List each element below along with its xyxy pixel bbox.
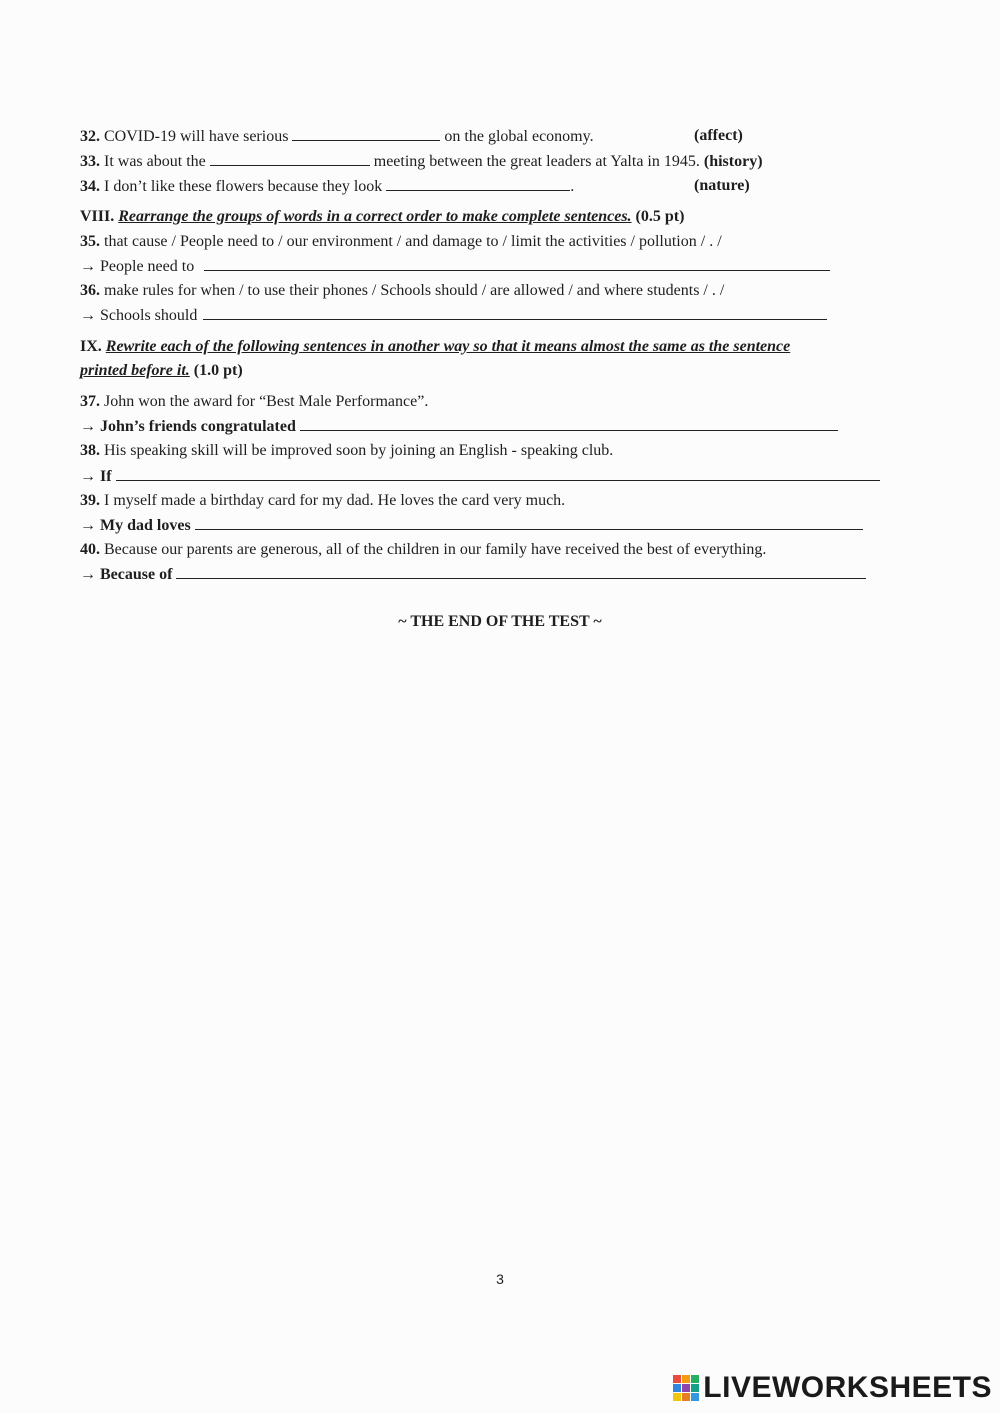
section-points: (1.0 pt) bbox=[193, 362, 243, 379]
question-39 bbox=[80, 491, 565, 511]
section-9-heading bbox=[80, 337, 790, 357]
answer-prefix: → People need to bbox=[80, 258, 195, 275]
logo-cell bbox=[682, 1384, 690, 1392]
logo-cell bbox=[691, 1375, 699, 1383]
question-32 bbox=[80, 126, 743, 147]
section-roman: VIII. bbox=[80, 208, 115, 225]
word-hint: (history) bbox=[703, 153, 763, 170]
answer-blank-37[interactable] bbox=[300, 416, 838, 431]
question-number: 34. bbox=[80, 178, 100, 195]
question-number: 37. bbox=[80, 393, 100, 410]
question-text: that cause / People need to / our environment / and damage to / limit the activities / pollution / . / bbox=[104, 233, 722, 250]
question-number: 32. bbox=[80, 128, 100, 145]
answer-blank-35[interactable] bbox=[204, 256, 830, 271]
question-text-before: I don’t like these flowers because they look bbox=[104, 178, 383, 195]
question-number: 35. bbox=[80, 233, 100, 250]
answer-line-35 bbox=[80, 256, 830, 277]
word-hint: (nature) bbox=[694, 177, 750, 194]
logo-cell bbox=[673, 1384, 681, 1392]
answer-line-40 bbox=[80, 564, 866, 585]
question-34 bbox=[80, 176, 750, 197]
question-number: 39. bbox=[80, 492, 100, 509]
question-number: 36. bbox=[80, 282, 100, 299]
section-title-line2: printed before it. bbox=[80, 362, 190, 379]
answer-blank-34[interactable] bbox=[386, 176, 570, 191]
question-37 bbox=[80, 392, 428, 412]
answer-prefix: → John’s friends congratulated bbox=[80, 418, 296, 435]
question-36 bbox=[80, 281, 724, 301]
section-8-heading bbox=[80, 207, 684, 227]
end-of-test: ~ THE END OF THE TEST ~ bbox=[398, 613, 602, 630]
answer-prefix: → If bbox=[80, 468, 112, 485]
answer-blank-32[interactable] bbox=[292, 126, 440, 141]
answer-blank-36[interactable] bbox=[203, 305, 827, 320]
question-text: His speaking skill will be improved soon by joining an English - speaking club. bbox=[104, 442, 614, 459]
question-text: Because our parents are generous, all of the children in our family have received the best of everything. bbox=[104, 541, 767, 558]
section-title: Rearrange the groups of words in a correct order to make complete sentences. bbox=[118, 208, 632, 225]
section-title-line1: Rewrite each of the following sentences in another way so that it means almost the same as the sentence bbox=[105, 338, 791, 355]
answer-line-37 bbox=[80, 416, 838, 437]
logo-cell bbox=[673, 1393, 681, 1401]
liveworksheets-brand[interactable] bbox=[673, 1371, 992, 1405]
page-number: 3 bbox=[496, 1271, 504, 1287]
word-hint: (affect) bbox=[694, 127, 743, 144]
answer-prefix: → Because of bbox=[80, 566, 173, 583]
question-number: 38. bbox=[80, 442, 100, 459]
brand-name: LIVEWORKSHEETS bbox=[703, 1371, 992, 1404]
logo-cell bbox=[691, 1384, 699, 1392]
section-9-heading-cont bbox=[80, 361, 243, 381]
answer-line-38 bbox=[80, 466, 880, 487]
question-text: make rules for when / to use their phones / Schools should / are allowed / and where students / . / bbox=[104, 282, 725, 299]
section-roman: IX. bbox=[80, 338, 102, 355]
liveworksheets-logo-icon bbox=[673, 1375, 699, 1401]
answer-prefix: → My dad loves bbox=[80, 517, 191, 534]
question-35 bbox=[80, 232, 722, 252]
answer-line-36 bbox=[80, 305, 827, 326]
answer-line-39 bbox=[80, 515, 863, 536]
question-number: 33. bbox=[80, 153, 100, 170]
question-33 bbox=[80, 151, 763, 172]
question-text-after: meeting between the great leaders at Yalta in 1945. bbox=[373, 153, 700, 170]
question-text-before: It was about the bbox=[104, 153, 206, 170]
question-text-after: . bbox=[570, 178, 575, 195]
logo-cell bbox=[673, 1375, 681, 1383]
answer-blank-33[interactable] bbox=[210, 151, 370, 166]
answer-prefix: → Schools should bbox=[80, 307, 198, 324]
question-text: John won the award for “Best Male Performance”. bbox=[104, 393, 429, 410]
logo-cell bbox=[682, 1375, 690, 1383]
question-text: I myself made a birthday card for my dad. He loves the card very much. bbox=[104, 492, 566, 509]
logo-cell bbox=[691, 1393, 699, 1401]
question-40 bbox=[80, 540, 766, 560]
logo-cell bbox=[682, 1393, 690, 1401]
question-text-after: on the global economy. bbox=[444, 128, 594, 145]
answer-blank-38[interactable] bbox=[116, 466, 880, 481]
question-text-before: COVID-19 will have serious bbox=[104, 128, 289, 145]
question-number: 40. bbox=[80, 541, 100, 558]
section-points: (0.5 pt) bbox=[635, 208, 685, 225]
answer-blank-39[interactable] bbox=[195, 515, 863, 530]
answer-blank-40[interactable] bbox=[176, 564, 866, 579]
question-38 bbox=[80, 441, 613, 461]
